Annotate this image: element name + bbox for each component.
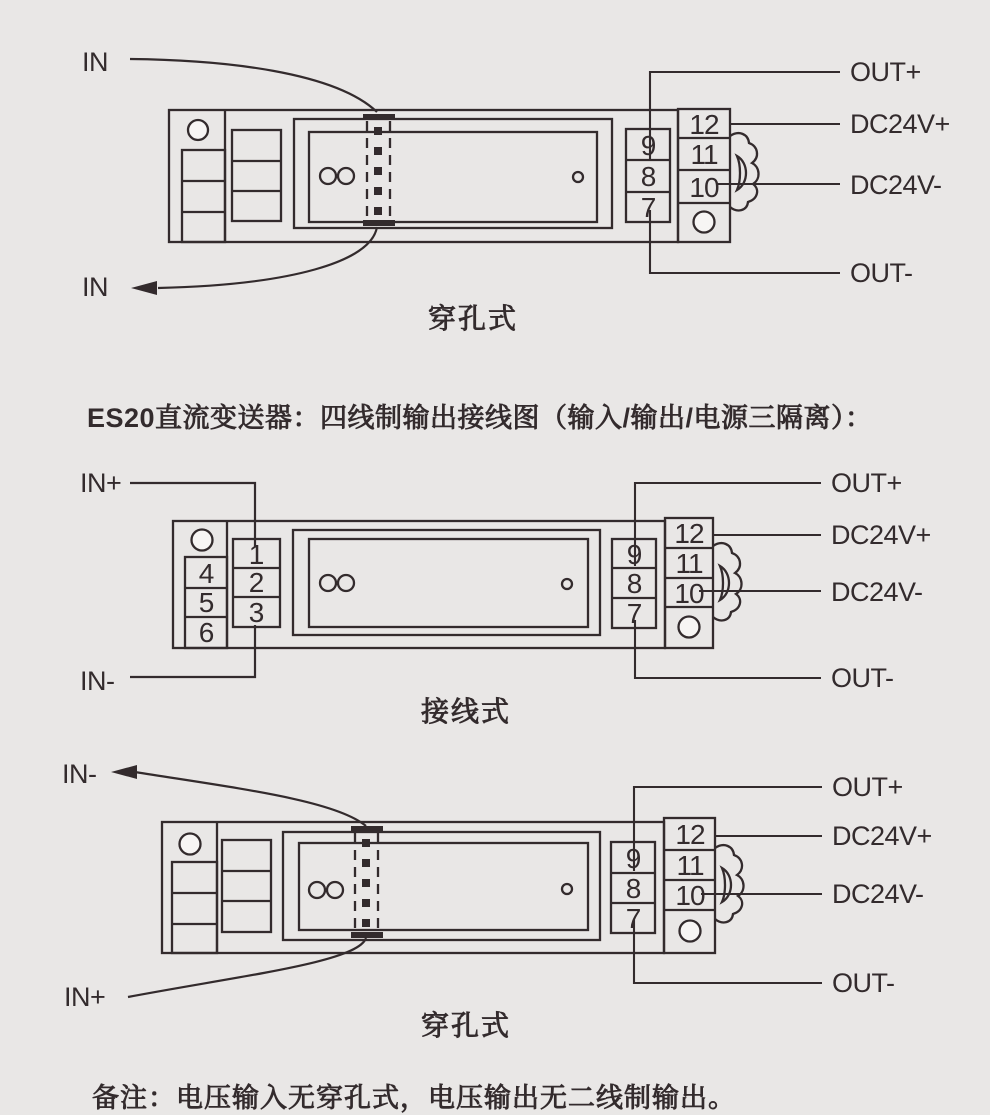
terminal-9: 9 [640,130,656,161]
device-body [162,822,664,953]
mounting-hole-icon [188,120,208,140]
terminal-11: 11 [690,139,718,170]
led-indicator-icon [338,575,354,591]
mounting-hole-icon [679,617,700,638]
diagram-2-wired [80,468,931,727]
terminal-11: 11 [676,850,704,881]
terminal-10: 10 [674,578,704,609]
out-minus-label: OUT- [831,663,894,693]
terminal-8: 8 [626,568,642,599]
left-terminal-block [222,840,271,932]
terminal-12: 12 [674,518,704,549]
input-label-top: IN+ [80,468,122,498]
dc24v-plus-label: DC24V+ [832,821,932,851]
diagram-1-caption: 穿孔式 [427,303,519,334]
dc24v-plus-label: DC24V+ [850,109,950,139]
terminal-2: 2 [248,567,264,598]
device-body [169,110,678,242]
diagram-3-through-hole [62,759,932,1041]
diagram-2-caption: 接线式 [420,696,512,727]
note-text: 备注：电压输入无穿孔式，电压输出无二线制输出。 [92,1083,736,1113]
dc24v-minus-label: DC24V- [831,577,923,607]
adjust-hole-icon [573,172,583,182]
mounting-hole-icon [694,212,715,233]
terminal-9: 9 [625,843,641,874]
input-label-bottom: IN- [80,666,115,696]
diagram-1-through-hole [82,47,950,334]
dc24v-plus-label: DC24V+ [831,520,931,550]
out-plus-label: OUT+ [831,468,902,498]
out-minus-label: OUT- [832,968,895,998]
led-indicator-icon [327,882,343,898]
terminal-10: 10 [675,880,705,911]
out-plus-label: OUT+ [850,57,921,87]
input-label-top: IN [82,47,108,77]
diagram-3-caption: 穿孔式 [420,1010,512,1041]
arrowhead-icon [111,765,137,779]
input-wires [130,59,377,295]
arrowhead-icon [131,281,157,295]
dc24v-minus-label: DC24V- [832,879,924,909]
dc24v-minus-label: DC24V- [850,170,942,200]
input-wires [111,765,366,997]
terminal-5: 5 [198,587,214,618]
out-plus-label: OUT+ [832,772,903,802]
terminal-6: 6 [198,617,214,648]
led-indicator-icon [320,168,336,184]
terminal-10: 10 [689,172,719,203]
mounting-hole-icon [180,834,201,855]
led-indicator-icon [338,168,354,184]
terminal-12: 12 [675,819,705,850]
terminal-8: 8 [640,161,656,192]
out-minus-label: OUT- [850,258,913,288]
terminal-9: 9 [626,539,642,570]
input-label-bottom: IN [82,272,108,302]
adjust-hole-icon [562,579,572,589]
terminal-8: 8 [625,873,641,904]
section-title: ES20直流变送器：四线制输出接线图（输入/输出/电源三隔离）： [87,403,873,433]
terminal-4: 4 [198,558,214,589]
input-label-bottom: IN+ [64,982,106,1012]
terminal-11: 11 [675,548,703,579]
left-terminal-block [232,130,281,221]
terminal-3: 3 [248,597,264,628]
led-indicator-icon [309,882,325,898]
terminal-7: 7 [626,598,642,629]
input-label-top: IN- [62,759,97,789]
adjust-hole-icon [562,884,572,894]
terminal-7: 7 [625,903,641,934]
terminal-1: 1 [248,539,264,570]
mounting-hole-icon [192,530,213,551]
device-body [173,521,665,648]
led-indicator-icon [320,575,336,591]
terminal-7: 7 [640,192,656,223]
mounting-hole-icon [680,921,701,942]
terminal-12: 12 [689,109,719,140]
